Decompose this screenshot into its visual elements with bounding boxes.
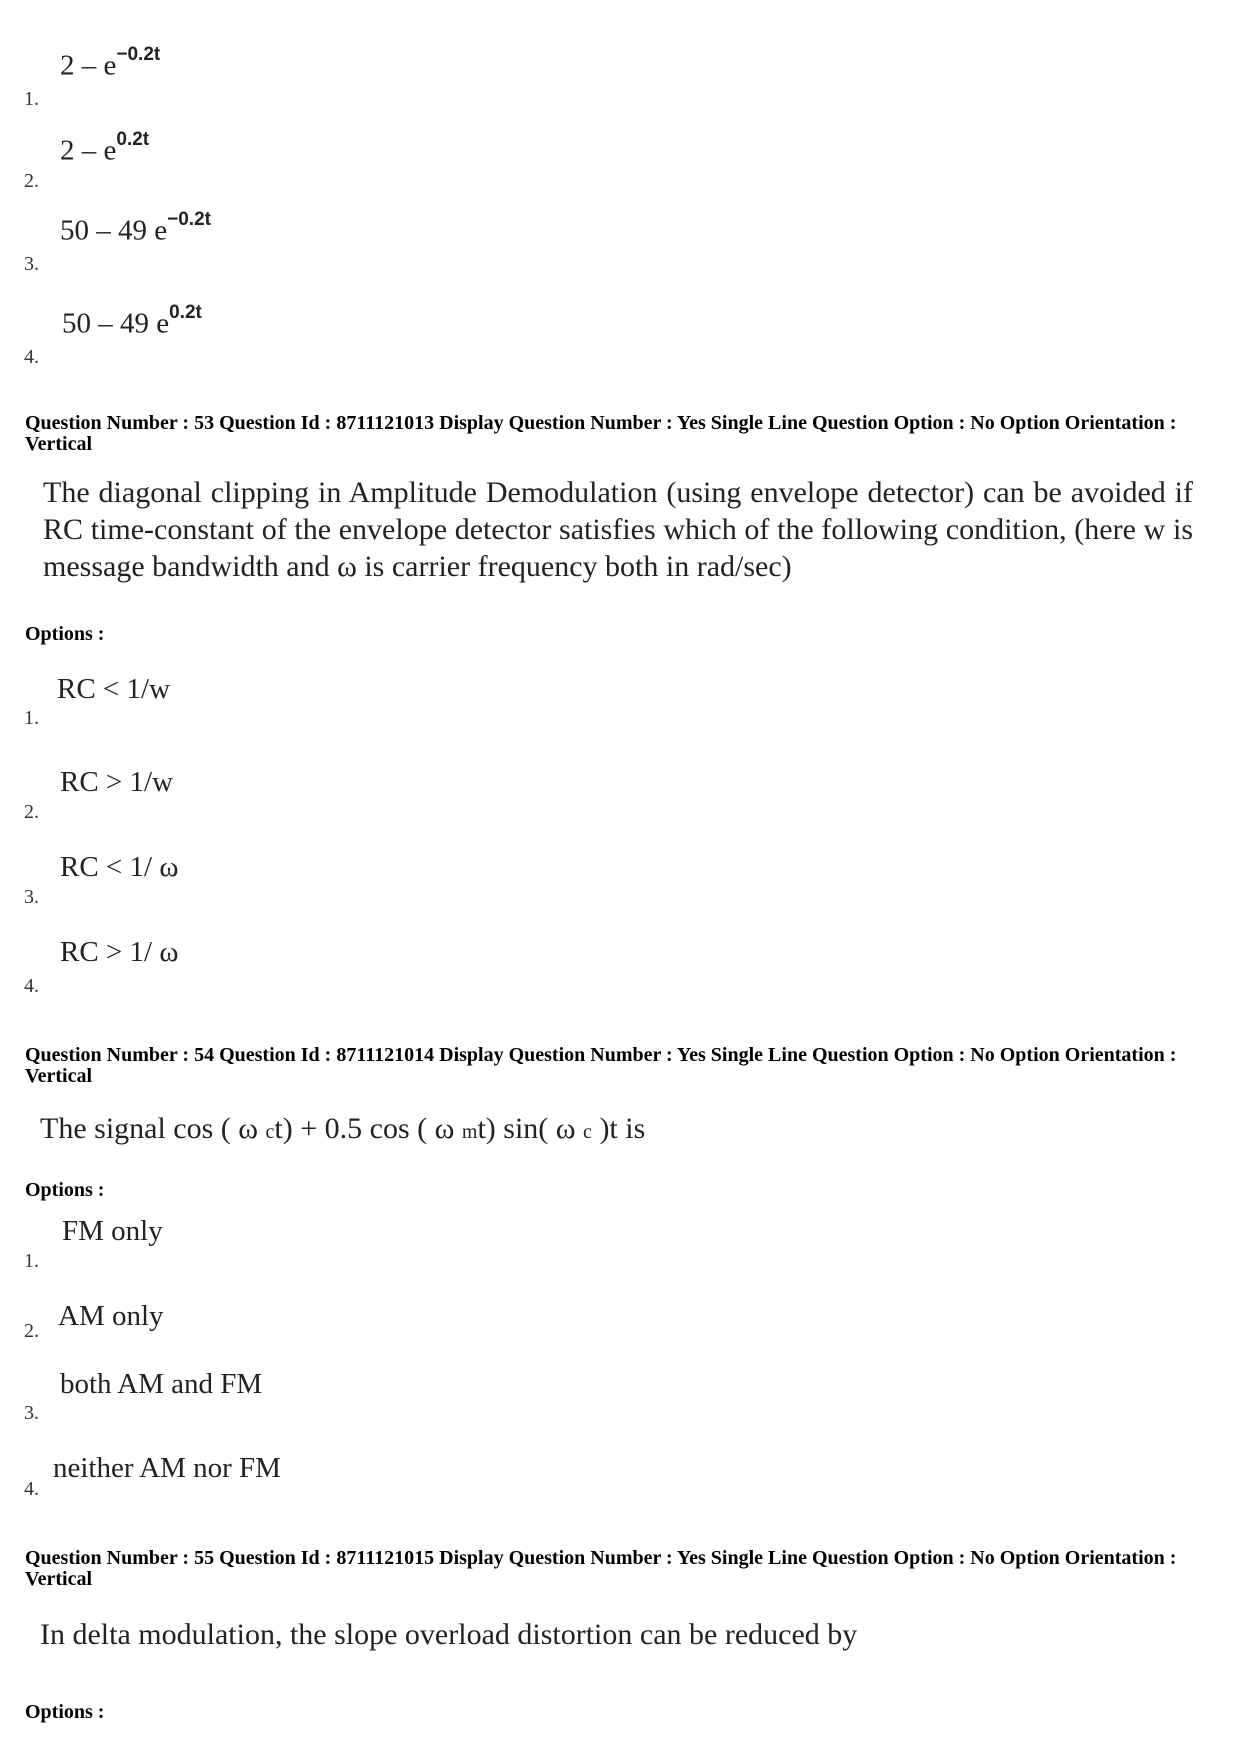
formula-exponent: −0.2t: [116, 44, 161, 65]
q54-option-4-number: 4.: [24, 1478, 39, 1500]
formula-base: 50 – 49 e: [60, 214, 168, 247]
q54-option-4-text: neither AM nor FM: [53, 1452, 281, 1484]
q54-option-1-text: FM only: [62, 1215, 163, 1247]
q54-option-2-number: 2.: [24, 1320, 39, 1342]
q53-option-1-number: 1.: [24, 707, 39, 729]
q53-option-2-text: RC > 1/w: [60, 766, 174, 798]
prev-option-1-formula: [60, 44, 161, 83]
question-55-options-label: Options :: [25, 1701, 105, 1723]
formula-exponent: 0.2t: [116, 129, 150, 150]
q54-option-3-text: both AM and FM: [60, 1368, 263, 1400]
q53-option-4-text: RC > 1/ ω: [60, 936, 179, 968]
prev-option-1-number: 1.: [24, 88, 39, 110]
q53-option-2-number: 2.: [24, 801, 39, 823]
q54-option-3-number: 3.: [24, 1402, 39, 1424]
prev-option-2-formula: [60, 129, 150, 168]
q53-option-3-text: RC < 1/ ω: [60, 851, 179, 883]
question-53-options-label: Options :: [25, 623, 105, 645]
prev-option-2-number: 2.: [24, 170, 39, 192]
question-54-text: The signal cos ( ω ct) + 0.5 cos ( ω mt) sin( ω c )t is: [40, 1112, 646, 1145]
question-55-text: In delta modulation, the slope overload distortion can be reduced by: [40, 1618, 858, 1651]
formula-exponent: 0.2t: [169, 302, 202, 323]
question-54-meta: Question Number : 54 Question Id : 8711121014 Display Question Number : Yes Single Line Question Option : No Option Orientation : Vertical: [25, 1044, 1177, 1087]
question-55-meta: Question Number : 55 Question Id : 8711121015 Display Question Number : Yes Single Line Question Option : No Option Orientation : Vertical: [25, 1547, 1177, 1590]
formula-base: 50 – 49 e: [62, 307, 170, 340]
q53-option-1-text: RC < 1/w: [57, 673, 171, 705]
formula-exponent: −0.2t: [167, 209, 211, 230]
prev-option-4-number: 4.: [24, 346, 39, 368]
q54-option-1-number: 1.: [24, 1250, 39, 1272]
prev-option-3-number: 3.: [24, 253, 39, 275]
q53-option-3-number: 3.: [24, 886, 39, 908]
prev-option-3-formula: [60, 209, 211, 248]
prev-option-4-formula: [62, 302, 202, 341]
q54-option-2-text: AM only: [58, 1300, 164, 1332]
q53-option-4-number: 4.: [24, 975, 39, 997]
formula-base: 2 – e: [60, 49, 117, 82]
formula-base: 2 – e: [60, 134, 117, 167]
question-54-options-label: Options :: [25, 1179, 105, 1201]
question-53-meta: Question Number : 53 Question Id : 8711121013 Display Question Number : Yes Single Line Question Option : No Option Orientation : Vertical: [25, 412, 1177, 455]
question-53-text: The diagonal clipping in Amplitude Demodulation (using envelope detector) can be avoided if RC time-constant of the envelope detector satisfies which of the following condition, (here w is message bandwidth and ω is carrier frequency both in rad/sec): [43, 476, 1193, 583]
